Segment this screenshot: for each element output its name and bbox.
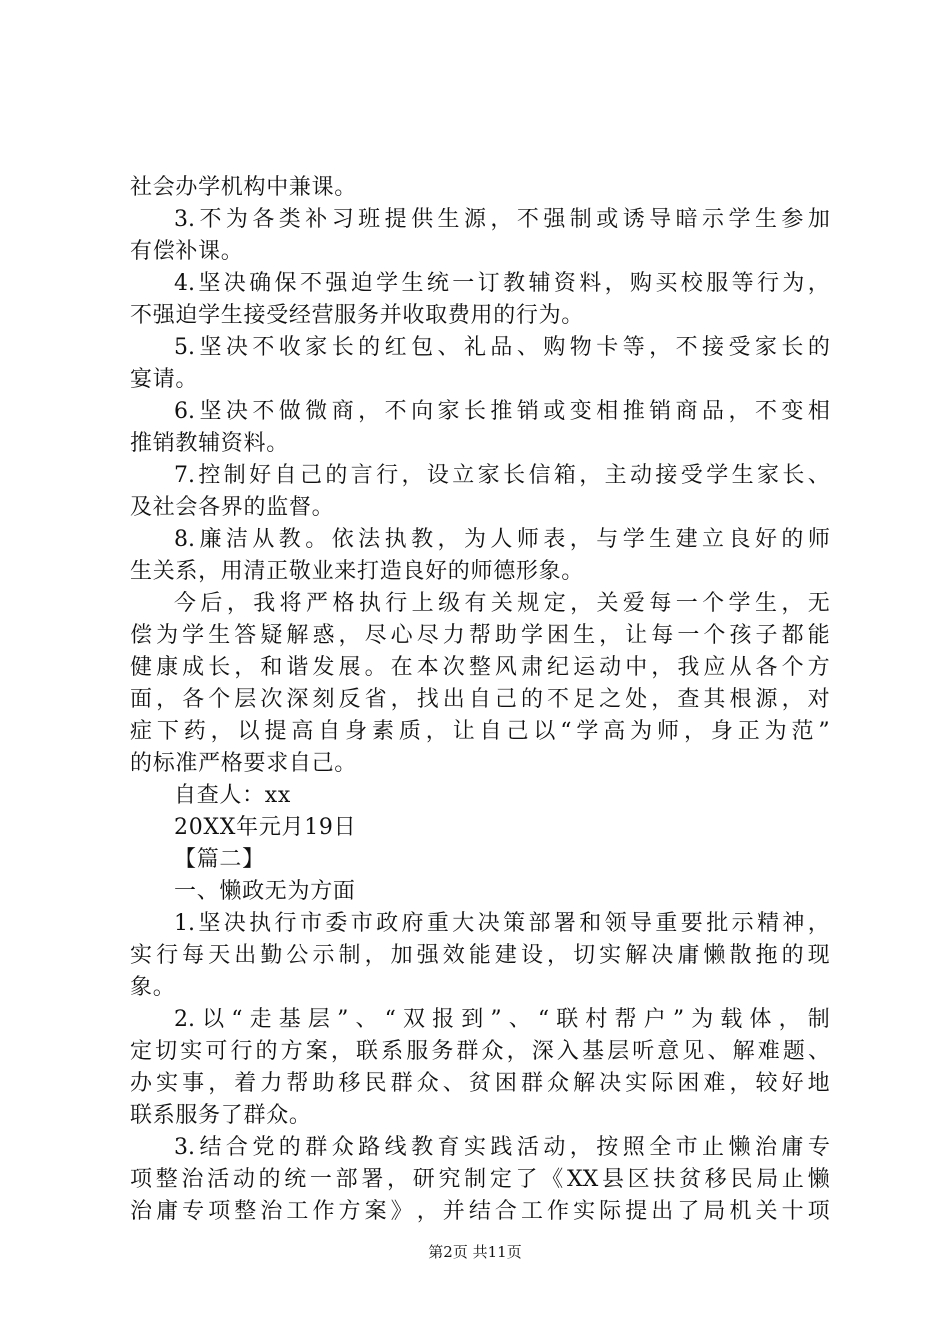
text-line: 健 康 成 长 ， 和 谐 发 展 。 在 本 次 整 风 肃 纪 运 动 中 ， 我 应 从 各 个 方: [130, 655, 830, 680]
text-line: 面 ， 各 个 层 次 深 刻 反 省 ， 找 出 自 己 的 不 足 之 处 ， 查 其 根 源 ， 对: [130, 687, 830, 712]
text-line: 5. 坚 决 不 收 家 长 的 红 包 、 礼 品 、 购 物 卡 等 ， 不 接 受 家 长 的: [174, 335, 830, 360]
text-line: 有偿补课。: [130, 239, 244, 264]
text-line: 项 整 治 活 动 的 统 一 部 署 ， 研 究 制 定 了 《 XX 县 区 扶 贫 移 民 局 止 懒: [130, 1167, 830, 1192]
text-line: 社会办学机构中兼课。: [130, 175, 358, 200]
text-line: 6. 坚 决 不 做 微 商 ， 不 向 家 长 推 销 或 变 相 推 销 商 品 ， 不 变 相: [174, 399, 830, 424]
text-line: 办 实 事 ， 着 力 帮 助 移 民 群 众 、 贫 困 群 众 解 决 实 际 困 难 ， 较 好 地: [130, 1071, 830, 1096]
text-line: 联系服务了群众。: [130, 1103, 312, 1128]
page-footer: 第2页 共11页: [428, 1243, 522, 1261]
text-line: 生关系，用清正敬业来打造良好的师德形象。: [130, 559, 585, 584]
text-line: 宴请。: [130, 367, 199, 392]
text-line: 象。: [130, 975, 176, 1000]
text-line: 不强迫学生接受经营服务并收取费用的行为。: [130, 303, 585, 328]
text-line: 及社会各界的监督。: [130, 495, 335, 520]
document-body: [130, 172, 830, 1228]
text-line: 治 庸 专 项 整 治 工 作 方 案 》 ， 并 结 合 工 作 实 际 提 出 了 局 机 关 十 项: [130, 1199, 830, 1224]
text-line: 3. 不 为 各 类 补 习 班 提 供 生 源 ， 不 强 制 或 诱 导 暗 示 学 生 参 加: [174, 207, 830, 232]
text-line: 8. 廉 洁 从 教 。 依 法 执 教 ， 为 人 师 表 ， 与 学 生 建 立 良 好 的 师: [174, 527, 830, 552]
text-line: 症 下 药 ， 以 提 高 自 身 素 质 ， 让 自 己 以 “ 学 高 为 师 ， 身 正 为 范 ”: [130, 719, 830, 744]
text-line: 定 切 实 可 行 的 方 案 ， 联 系 服 务 群 众 ， 深 入 基 层 听 意 见 、 解 难 题 、: [130, 1039, 830, 1064]
text-line: 【篇二】: [174, 847, 265, 872]
text-line: 偿 为 学 生 答 疑 解 惑 ， 尽 心 尽 力 帮 助 学 困 生 ， 让 每 一 个 孩 子 都 能: [130, 623, 830, 648]
text-line: 3. 结 合 党 的 群 众 路 线 教 育 实 践 活 动 ， 按 照 全 市 止 懒 治 庸 专: [174, 1135, 830, 1160]
text-line: 的标准严格要求自己。: [130, 751, 358, 776]
text-line: 1. 坚 决 执 行 市 委 市 政 府 重 大 决 策 部 署 和 领 导 重 要 批 示 精 神 ，: [174, 911, 830, 936]
text-line: 2. 以 “ 走 基 层 ” 、 “ 双 报 到 ” 、 “ 联 村 帮 户 ” 为 载 体 ， 制: [174, 1007, 830, 1032]
text-line: 20XX年元月19日: [174, 815, 357, 840]
text-line: 推销教辅资料。: [130, 431, 289, 456]
text-line: 今 后 ， 我 将 严 格 执 行 上 级 有 关 规 定 ， 关 爱 每 一 个 学 生 ， 无: [174, 591, 830, 616]
text-line: 实 行 每 天 出 勤 公 示 制 ， 加 强 效 能 建 设 ， 切 实 解 决 庸 懒 散 拖 的 现: [130, 943, 830, 968]
text-line: 4. 坚 决 确 保 不 强 迫 学 生 统 一 订 教 辅 资 料 ， 购 买 校 服 等 行 为 ，: [174, 271, 830, 296]
text-line: 自查人：xx: [174, 783, 292, 808]
text-line: 7. 控 制 好 自 己 的 言 行 ， 设 立 家 长 信 箱 ， 主 动 接 受 学 生 家 长 、: [174, 463, 830, 488]
text-line: 一、懒政无为方面: [174, 879, 356, 904]
